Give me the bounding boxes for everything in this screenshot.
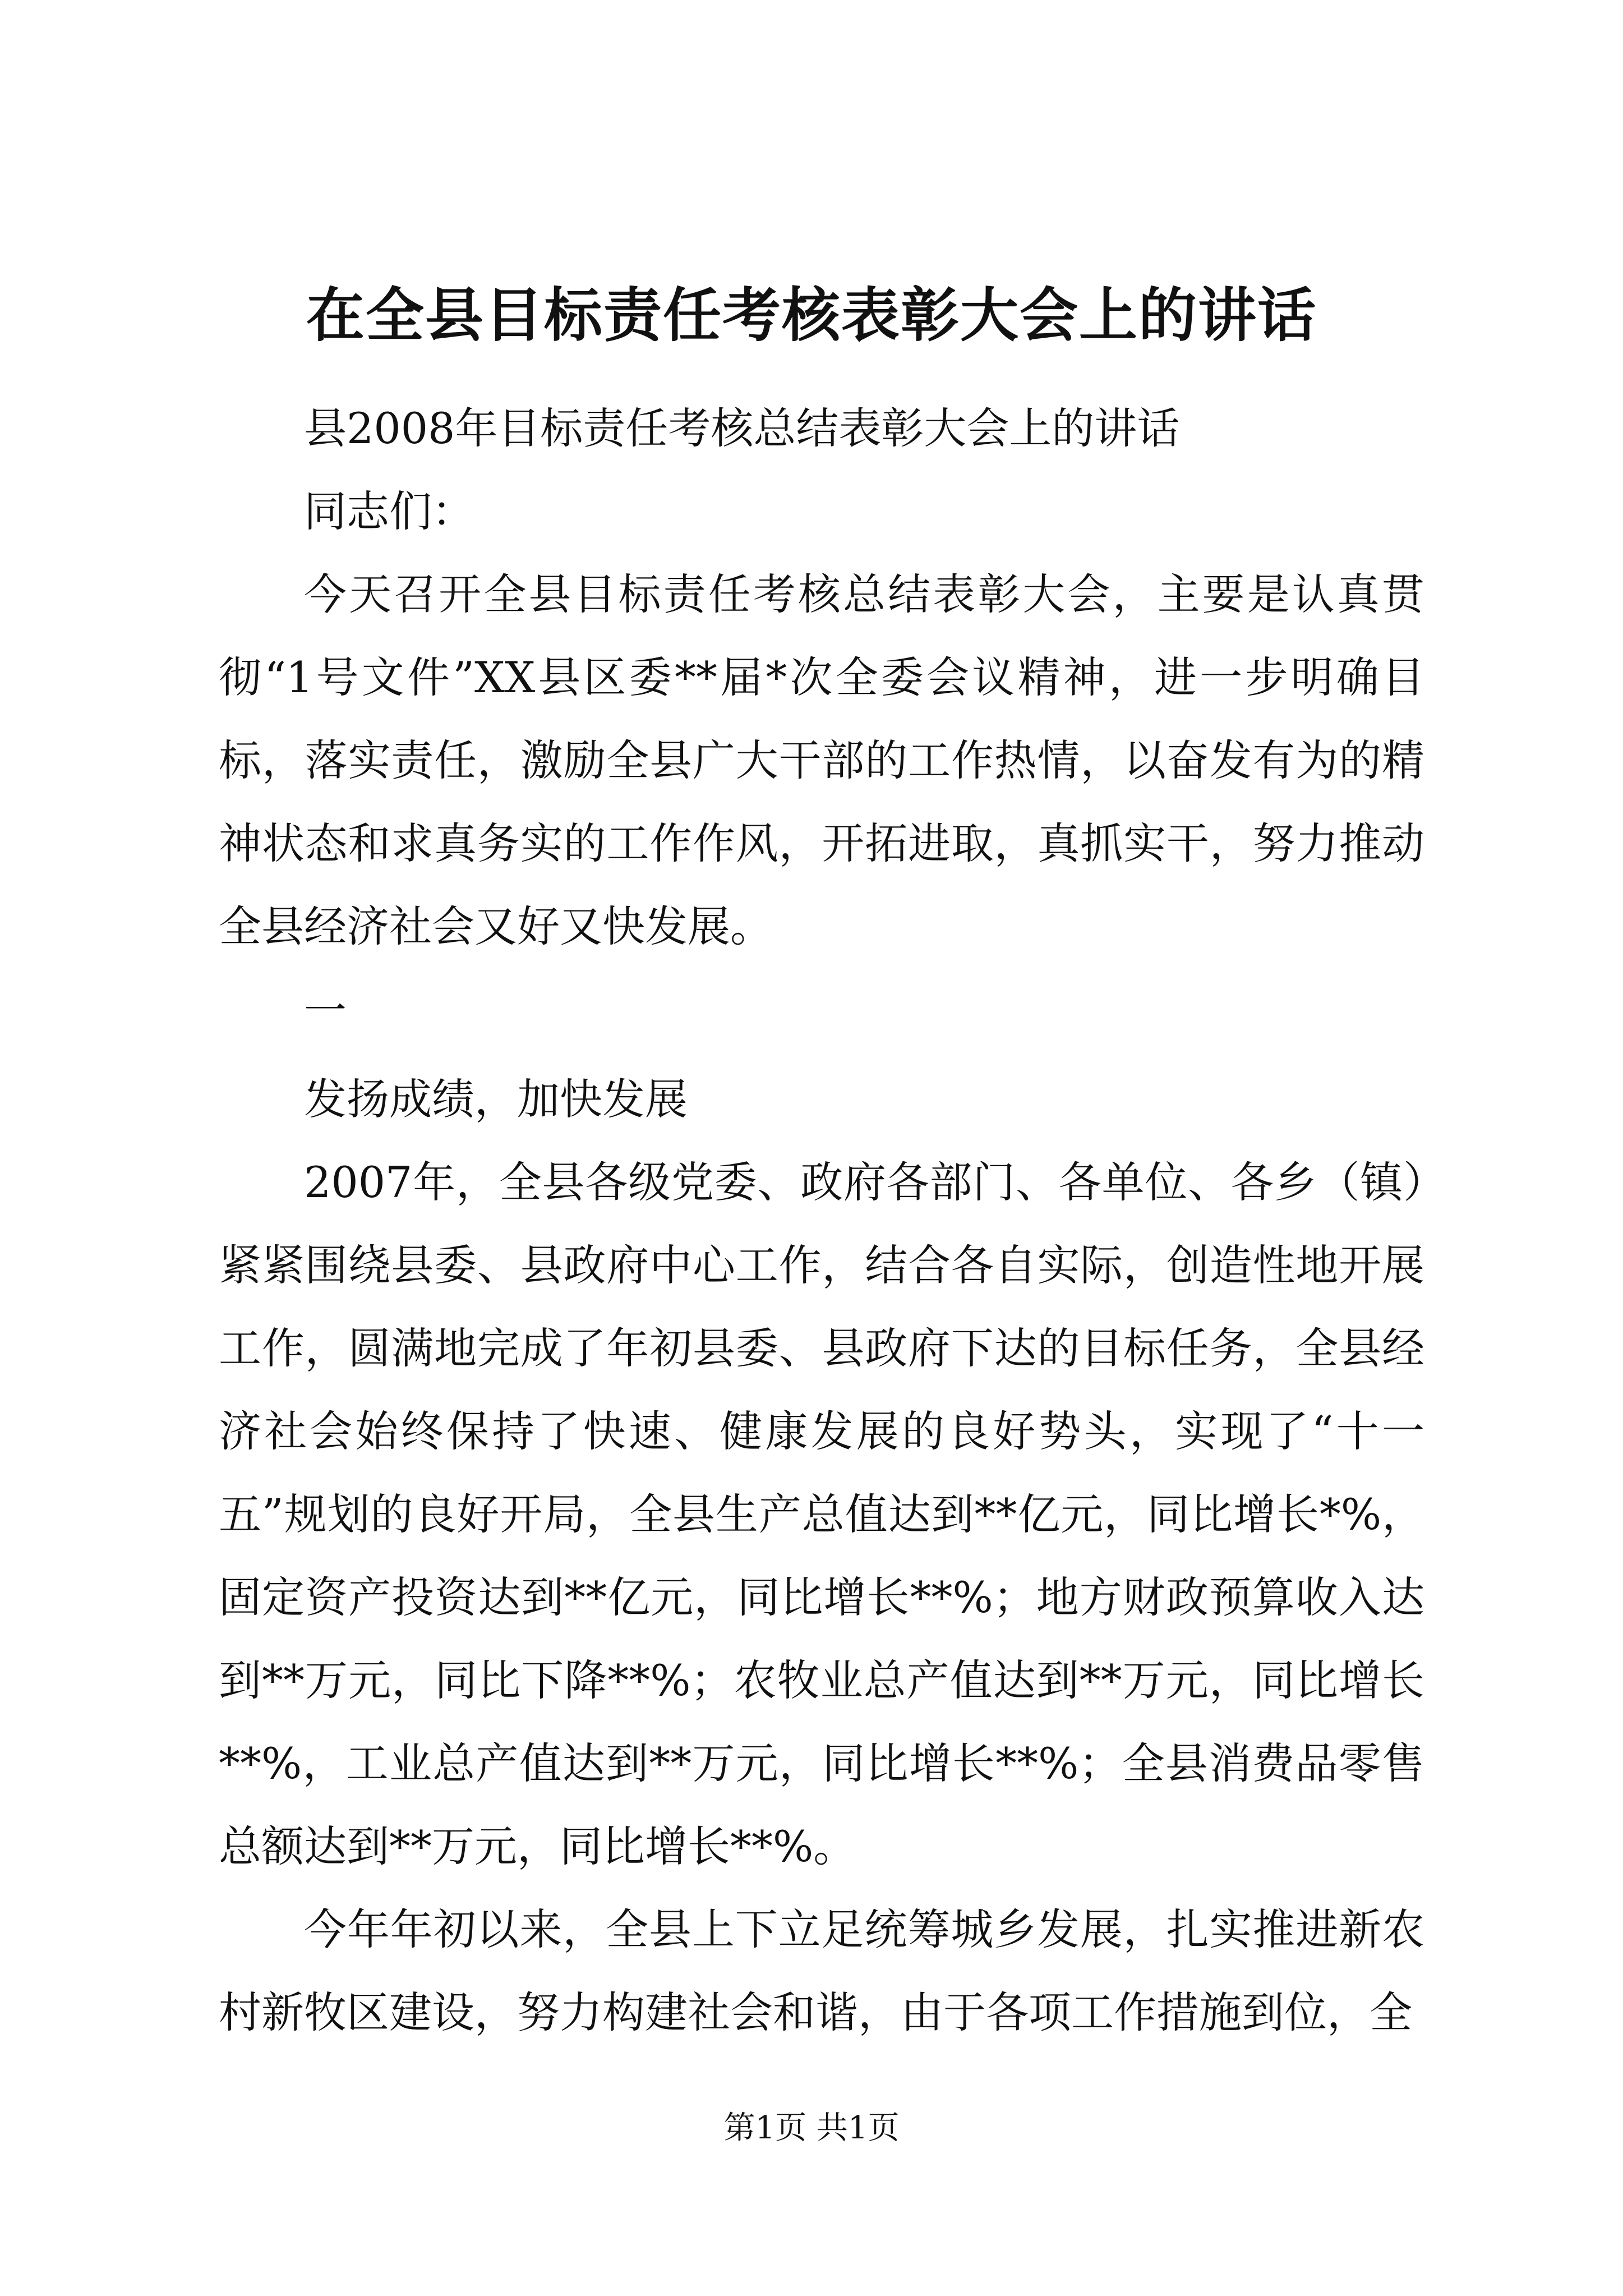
document-subtitle: 县2008年目标责任考核总结表彰大会上的讲话 [304, 403, 1180, 453]
section-paragraph-1: 2007年，全县各级党委、政府各部门、各单位、各乡（镇）紧紧围绕县委、县政府中心工作，结合各自实际，创造性地开展工作，圆满地完成了年初县委、县政府下达的目标任务，全县经济社会始终保持了快速、健康发展的良好势头，实现了“十一五”规划的良好开局，全县生产总值达到**亿元，同比增长*%，固定资产投资达到**亿元，同比增长**%；地方财政预算收入达到**万元，同比下降**%；农牧业总产值达到**万元，同比增长**%，工业总产值达到**万元，同比增长**%；全县消费品零售总额达到**万元，同比增长**%。 [219, 1157, 1424, 1871]
section-paragraph-2: 今年年初以来，全县上下立足统筹城乡发展，扎实推进新农村新牧区建设，努力构建社会和谐，由于各项工作措施到位，全 [219, 1904, 1424, 2037]
section-number: 一 [304, 986, 347, 1036]
document-title: 在全县目标责任考核表彰大会上的讲话 [306, 280, 1317, 349]
greeting: 同志们： [304, 486, 474, 536]
document-body [219, 387, 1424, 2054]
page-footer: 第1页 共1页 [723, 2110, 900, 2146]
section-heading: 发扬成绩，加快发展 [304, 1074, 688, 1124]
intro-paragraph: 今天召开全县目标责任考核总结表彰大会，主要是认真贯彻“1号文件”XX县区委**届*次全委会议精神，进一步明确目标，落实责任，激励全县广大干部的工作热情，以奋发有为的精神状态和求真务实的工作作风，开拓进取，真抓实干，努力推动全县经济社会又好又快发展。 [219, 569, 1424, 951]
